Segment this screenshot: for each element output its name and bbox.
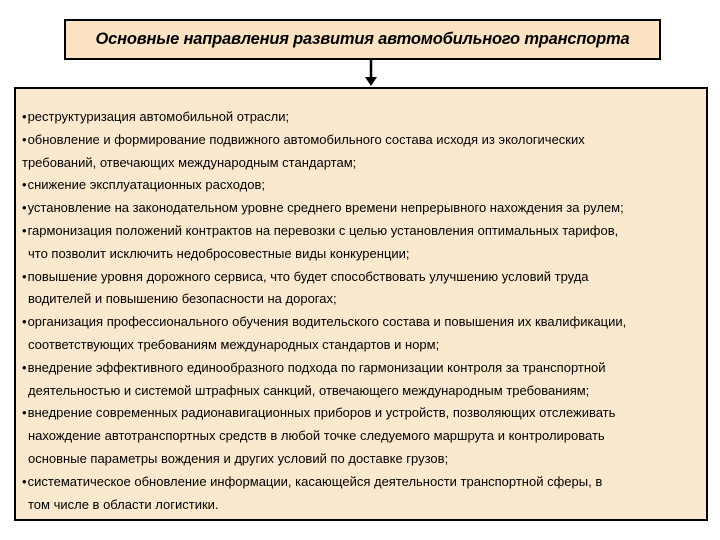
list-item-continuation: соответствующих требованиям международных стандартов и норм; [28, 336, 440, 352]
list-item-continuation: деятельностью и системой штрафных санкций, отвечающего международным требованиям; [28, 382, 590, 398]
arrow-head-icon [365, 77, 377, 86]
list-item: • снижение эксплуатационных расходов; [22, 174, 702, 197]
list-item: • внедрение эффективного единообразного подхода по гармонизации контроля за транспортной [22, 357, 702, 380]
bullet-list [22, 106, 702, 516]
list-item: • организация профессионального обучения водительского состава и повышения их квалификации, [22, 311, 702, 334]
list-item: • установление на законодательном уровне среднего времени непрерывного нахождения за рулем; [22, 197, 702, 220]
content-box [14, 87, 708, 521]
list-item: • реструктуризация автомобильной отрасли; [22, 106, 702, 129]
list-item-continuation: требований, отвечающих международным стандартам; [22, 154, 357, 170]
list-item: • внедрение современных радионавигационных приборов и устройств, позволяющих отслеживать [22, 402, 702, 425]
list-item-continuation: основные параметры вождения и других условий по доставке грузов; [28, 450, 449, 466]
list-item: • гармонизация положений контрактов на перевозки с целью установления оптимальных тарифов, [22, 220, 702, 243]
list-item-continuation: нахождение автотранспортных средств в любой точке следуемого маршрута и контролировать [28, 428, 605, 444]
list-item-continuation: водителей и повышению безопасности на дорогах; [28, 291, 337, 307]
list-item: • систематическое обновление информации, касающейся деятельности транспортной сферы, в [22, 471, 702, 494]
list-item-continuation: том числе в области логистики. [28, 496, 219, 512]
connector-arrow [0, 0, 720, 100]
slide-title: Основные направления развития автомобильного транспорта [95, 30, 630, 48]
list-item-continuation: что позволит исключить недобросовестные виды конкуренции; [28, 245, 410, 261]
list-item: • обновление и формирование подвижного автомобильного состава исходя из экологических [22, 129, 702, 152]
list-item: • повышение уровня дорожного сервиса, что будет способствовать улучшению условий труда [22, 266, 702, 289]
